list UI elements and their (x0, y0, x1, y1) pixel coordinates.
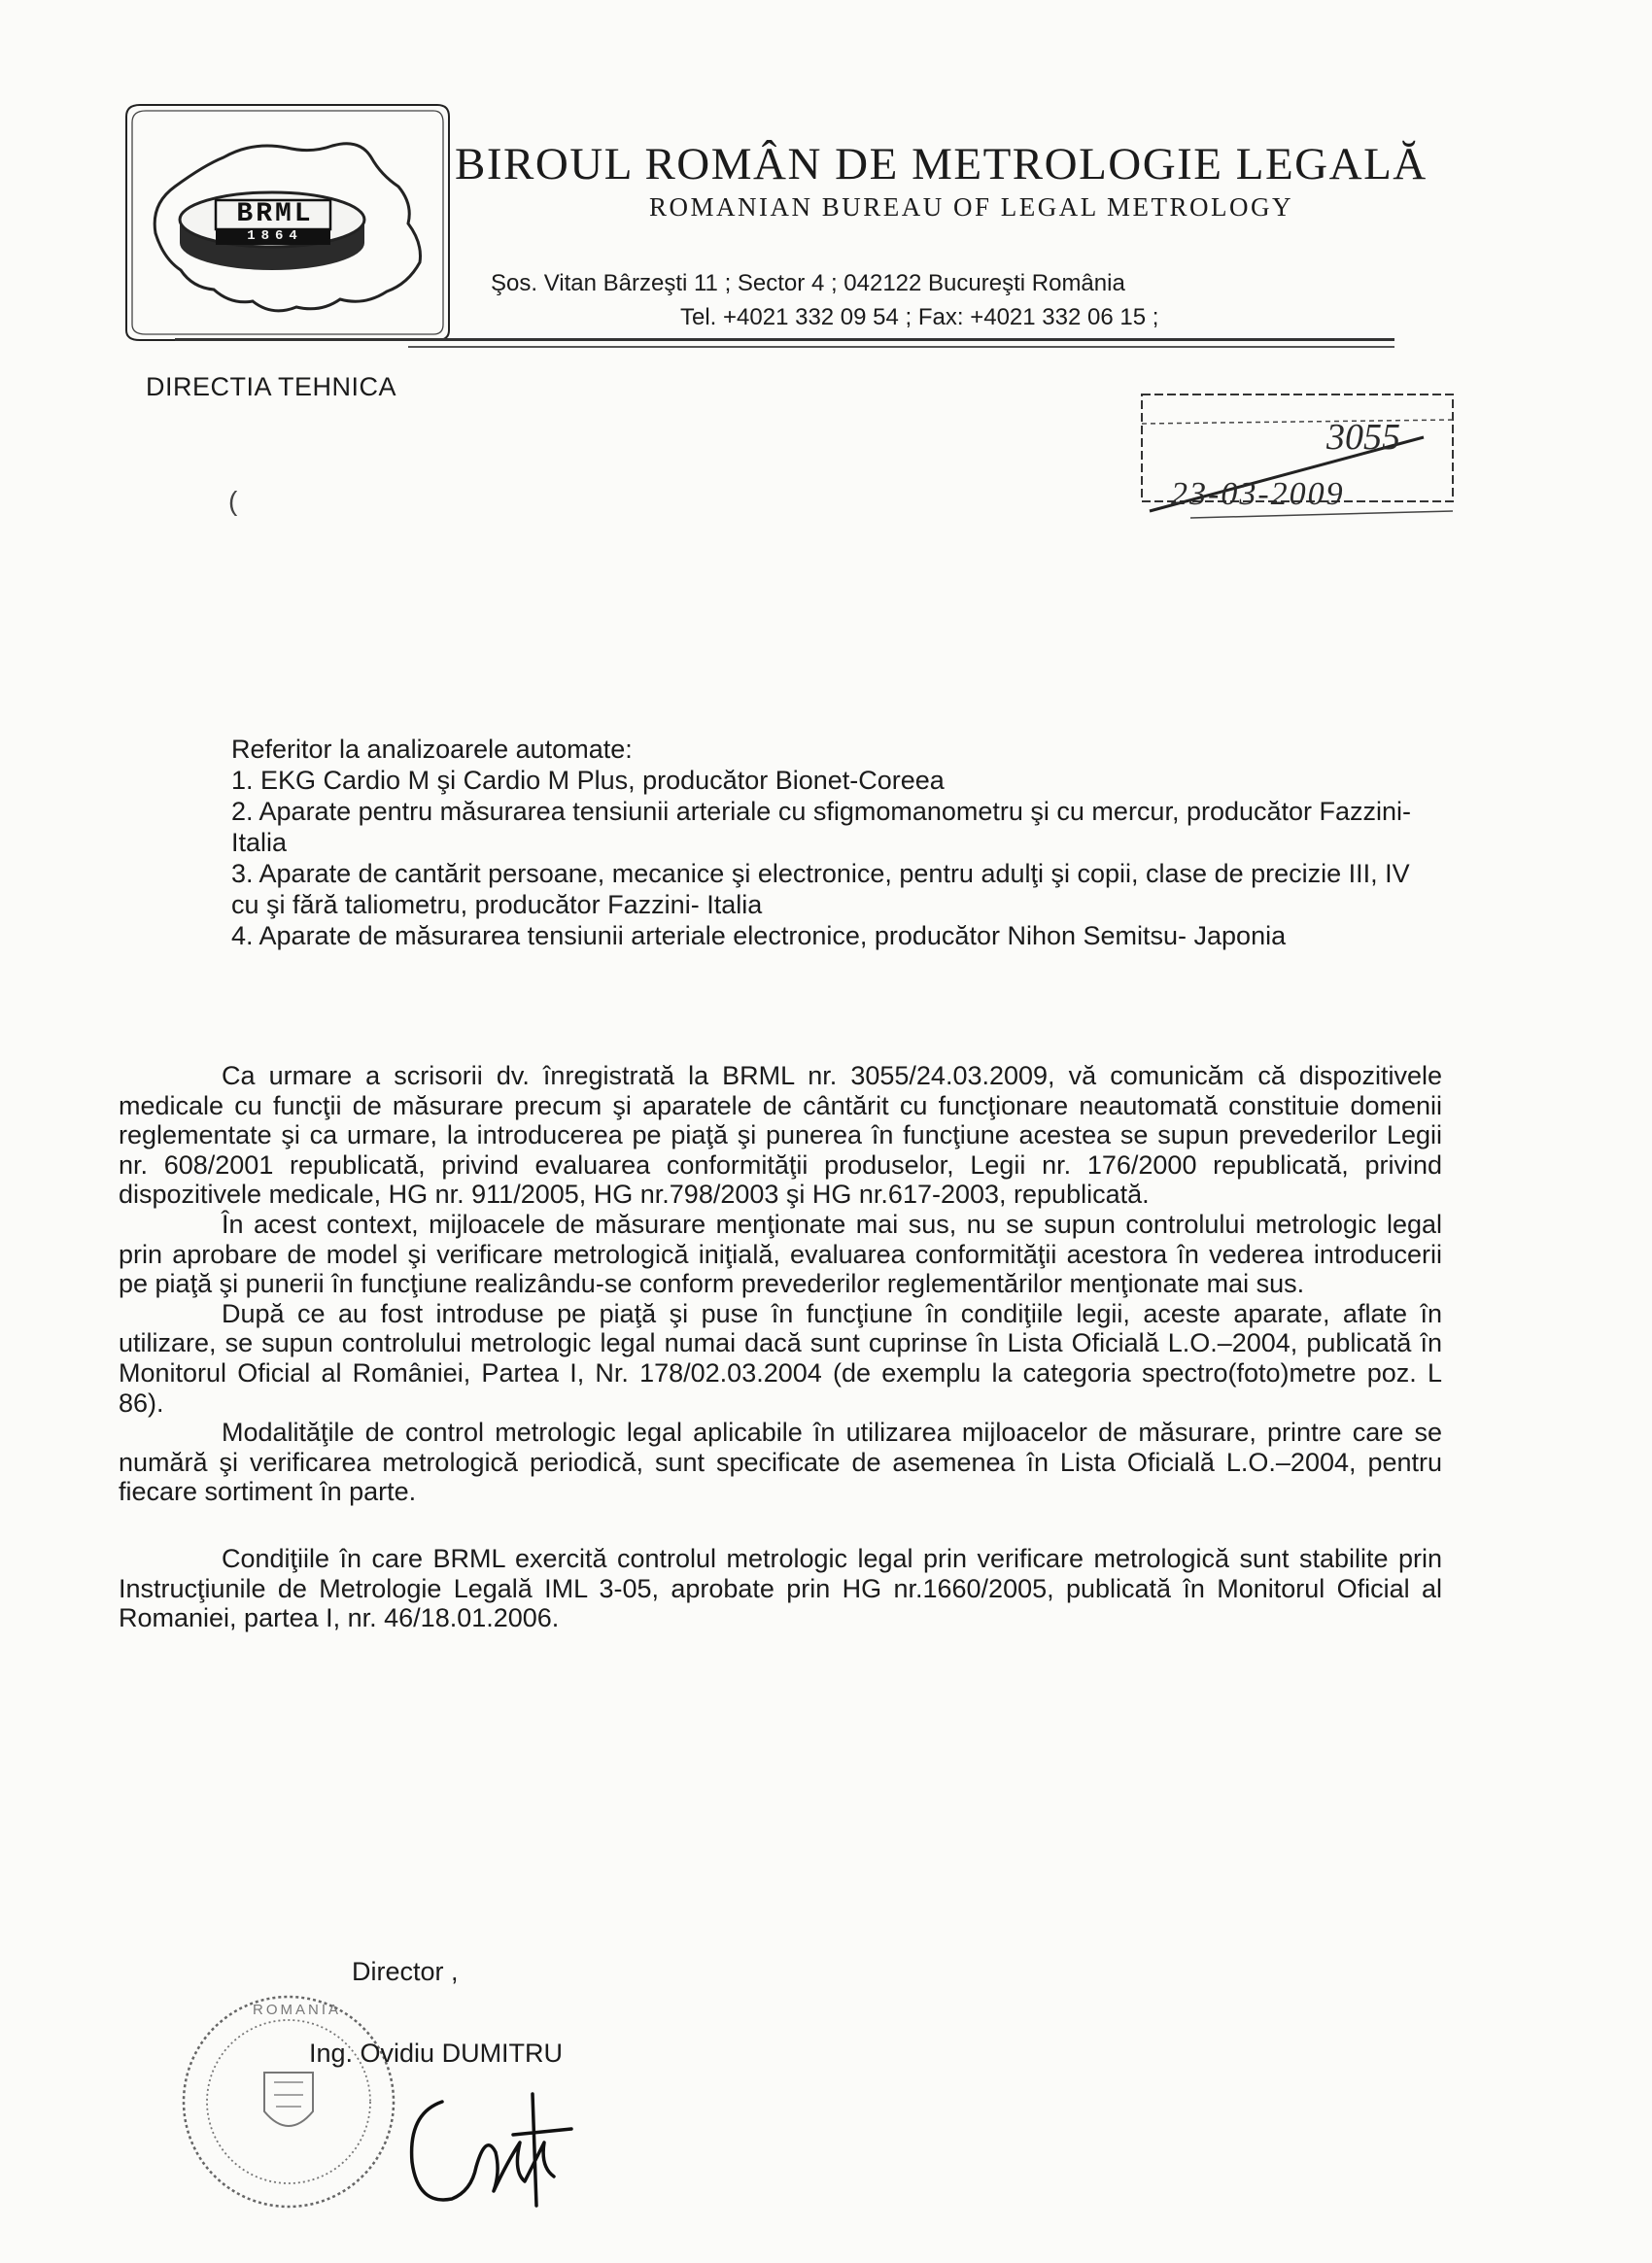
logo-text: BRML (236, 199, 314, 229)
body-paragraph: După ce au fost introduse pe piaţă şi puse în funcţiune în condiţiile legii, aceste aparate, aflate în utilizare, se supun controlului metrologic legal numai dacă sunt cuprinse în Lista Oficială L.O.–2004, publicată în Monitorul Oficial al României, Partea I, Nr. 178/02.03.2004 (de exemplu la categoria spectro(foto)metre poz. L 86). (119, 1298, 1442, 1418)
reference-item: 3. Aparate de cantărit persoane, mecanice şi electronice, pentru adulţi şi copii, clase de precizie III, IV cu şi fără taliometru, producător Fazzini- Italia (231, 859, 1410, 919)
body-paragraph: În acest context, mijloacele de măsurare menţionate mai sus, nu se supun controlului metrologic legal prin aprobare de model şi verificare metrologică iniţială, evaluarea conformităţii acestora în vederea introducerii pe piaţă şi punerii în funcţiune realizându-se conform prevederilor reglementărilor menţionate mai sus. (119, 1209, 1442, 1299)
body-paragraph: Condiţiile în care BRML exercită controlul metrologic legal prin verificare metrologică sunt stabilite prin Instrucţiunile de Metrologie Legală IML 3-05, aprobate prin HG nr.1660/2005, publicată în Monitorul Oficial al Romaniei, partea I, nr. 46/18.01.2006. (119, 1543, 1442, 1633)
signature-scribble-icon (398, 2074, 593, 2220)
reference-intro: Referitor la analizoarele automate: (231, 735, 633, 764)
handwritten-signature (398, 2074, 593, 2220)
department-label: DIRECTIA TEHNICA (146, 372, 397, 401)
seal-text: ROMANIA (253, 2002, 342, 2018)
reference-item: 4. Aparate de măsurarea tensiunii arteriale electronice, producător Nihon Semitsu- Japonia (231, 921, 1287, 950)
institution-subtitle: ROMANIAN BUREAU OF LEGAL METROLOGY (649, 192, 1293, 222)
registration-number: 3055 (1326, 417, 1400, 458)
letterhead-divider (175, 338, 1394, 341)
signatory-name: Ing. Ovidiu DUMITRU (309, 2039, 564, 2068)
letter-body (119, 1061, 1442, 1633)
institution-phone-fax: Tel. +4021 332 09 54 ; Fax: +4021 332 06 15 ; (680, 304, 1159, 330)
reference-item: 2. Aparate pentru măsurarea tensiunii arteriale cu sfigmomanometru şi cu mercur, producător Fazzini- Italia (231, 797, 1412, 857)
logo-year: 1864 (247, 228, 303, 244)
institution-title: BIROUL ROMÂN DE METROLOGIE LEGALĂ (455, 139, 1428, 189)
letterhead-divider-secondary (408, 346, 1394, 348)
reference-section (231, 734, 1441, 951)
body-paragraph: Ca urmare a scrisorii dv. înregistrată la BRML nr. 3055/24.03.2009, vă comunicăm că dispozitivele medicale cu funcţii de măsurare precum şi aparatele de cântărit cu funcţionare neautomată constituie domenii reglementate şi ca urmare, la introducerea pe piaţă şi punerea în funcţiune acestea se supun prevederilor Legii nr. 608/2001 republicată, privind evaluarea conformităţii produselor, Legii nr. 176/2000 republicată, privind dispozitivele medicale, HG nr. 911/2005, HG nr.798/2003 şi HG nr.617-2003, republicată. (119, 1061, 1442, 1210)
registration-date: 23-03-2009 (1171, 476, 1345, 512)
brml-logo (117, 97, 452, 345)
reference-item: 1. EKG Cardio M şi Cardio M Plus, producător Bionet-Coreea (231, 766, 945, 795)
body-paragraph: Modalităţile de control metrologic legal aplicabile în utilizarea mijloacelor de măsurare, printre care se numără şi verificarea metrologică periodică, sunt specificate de asemenea în Lista Oficială L.O.–2004, pentru fiecare sortiment în parte. (119, 1418, 1442, 1507)
official-seal (167, 1980, 410, 2223)
stray-mark: ( (228, 486, 238, 516)
signatory-title: Director , (352, 1957, 459, 1986)
institution-address: Şos. Vitan Bârzeşti 11 ; Sector 4 ; 042122 Bucureşti România (491, 270, 1125, 296)
